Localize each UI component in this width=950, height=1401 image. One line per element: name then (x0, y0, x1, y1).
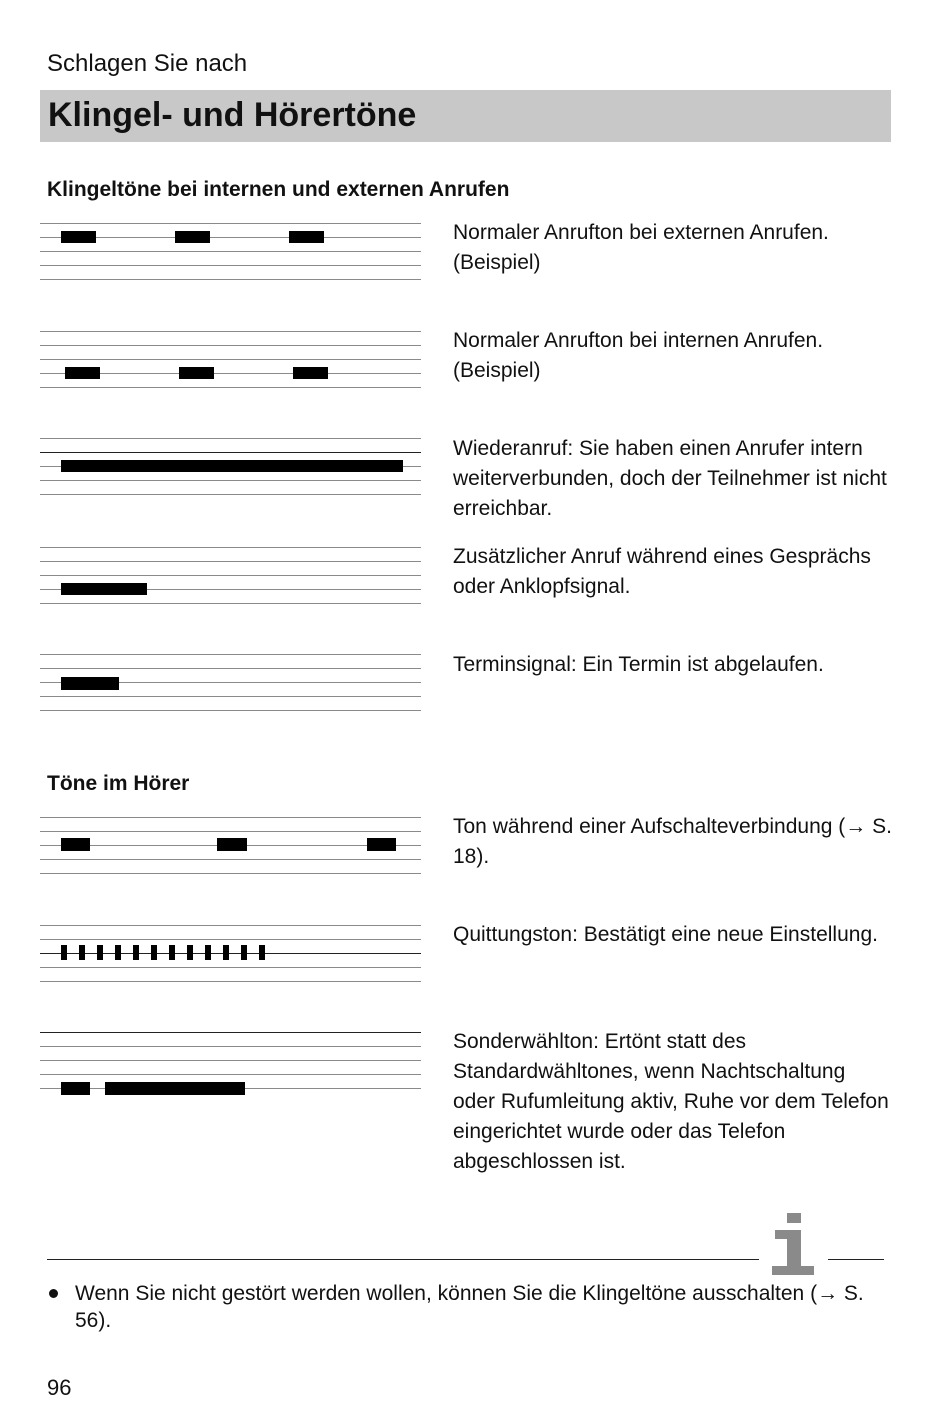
tone-pulse (79, 945, 85, 960)
section-heading-ring-tones: Klingeltöne bei internen und externen Anrufen (47, 178, 510, 201)
tone-description: Terminsignal: Ein Termin ist abgelaufen. (453, 653, 824, 676)
note-divider (47, 1259, 759, 1260)
info-icon (772, 1213, 814, 1277)
tone-diagram-call-waiting (40, 547, 421, 605)
tone-description: Zusätzlicher Anruf während eines Gesprächs oder Anklopfsignal. (453, 545, 871, 598)
tone-pulse (105, 1082, 245, 1095)
tone-diagram-appointment (40, 654, 421, 712)
tone-pulse (61, 838, 90, 851)
tone-pulse (65, 367, 100, 379)
section-heading-handset-tones: Töne im Hörer (47, 772, 190, 795)
bullet (49, 1289, 58, 1298)
tone-pulse (97, 945, 103, 960)
tone-pulse (289, 231, 324, 243)
tone-pulse (217, 838, 247, 851)
page-title: Klingel- und Hörertöne (48, 96, 417, 134)
tone-pulse (205, 945, 211, 960)
tone-pulse (151, 945, 157, 960)
tone-pulse (179, 367, 214, 379)
tone-description: Normaler Anrufton bei externen Anrufen. (Beispiel) (453, 221, 829, 274)
tone-pulse (61, 677, 119, 690)
tone-description: Normaler Anrufton bei internen Anrufen. (Beispiel) (453, 329, 824, 382)
tone-pulse (241, 945, 247, 960)
tone-pulse (61, 945, 67, 960)
tone-diagram-external-call (40, 223, 421, 281)
page-number: 96 (47, 1375, 72, 1400)
tone-diagram-intrusion (40, 817, 421, 875)
tone-pulse (61, 460, 403, 472)
tone-pulse (223, 945, 229, 960)
tone-pulse (61, 583, 147, 595)
tone-description: Wiederanruf: Sie haben einen Anrufer intern weiterverbunden, doch der Teilnehmer ist nicht erreichbar. (453, 437, 887, 520)
note-divider (828, 1259, 884, 1260)
tone-pulse (61, 231, 96, 243)
tone-description: Ton während einer Aufschalteverbindung (→ S. 18). (453, 815, 892, 868)
tone-pulse (61, 1082, 90, 1095)
tone-pulse (175, 231, 210, 243)
tone-pulse (367, 838, 396, 851)
note-text: Wenn Sie nicht gestört werden wollen, können Sie die Klingeltöne ausschalten (→ S. 56). (75, 1282, 864, 1332)
tone-pulse (169, 945, 175, 960)
tone-pulse (115, 945, 121, 960)
tone-pulse (293, 367, 328, 379)
tone-pulse (133, 945, 139, 960)
tone-diagram-internal-call (40, 331, 421, 389)
tone-pulse (187, 945, 193, 960)
tone-description: Sonderwählton: Ertönt statt des Standardwähltones, wenn Nachtschaltung oder Rufumleitung aktiv, Ruhe vor dem Telefon eingerichtet wurde oder das Telefon abgeschlossen ist. (453, 1030, 889, 1173)
title-bar (40, 90, 891, 142)
tone-diagram-recall (40, 438, 421, 496)
section-label: Schlagen Sie nach (47, 50, 248, 77)
tone-diagram-confirmation (40, 925, 421, 983)
tone-description: Quittungston: Bestätigt eine neue Einstellung. (453, 923, 878, 946)
tone-diagram-special-dial (40, 1032, 421, 1090)
tone-pulse (259, 945, 265, 960)
